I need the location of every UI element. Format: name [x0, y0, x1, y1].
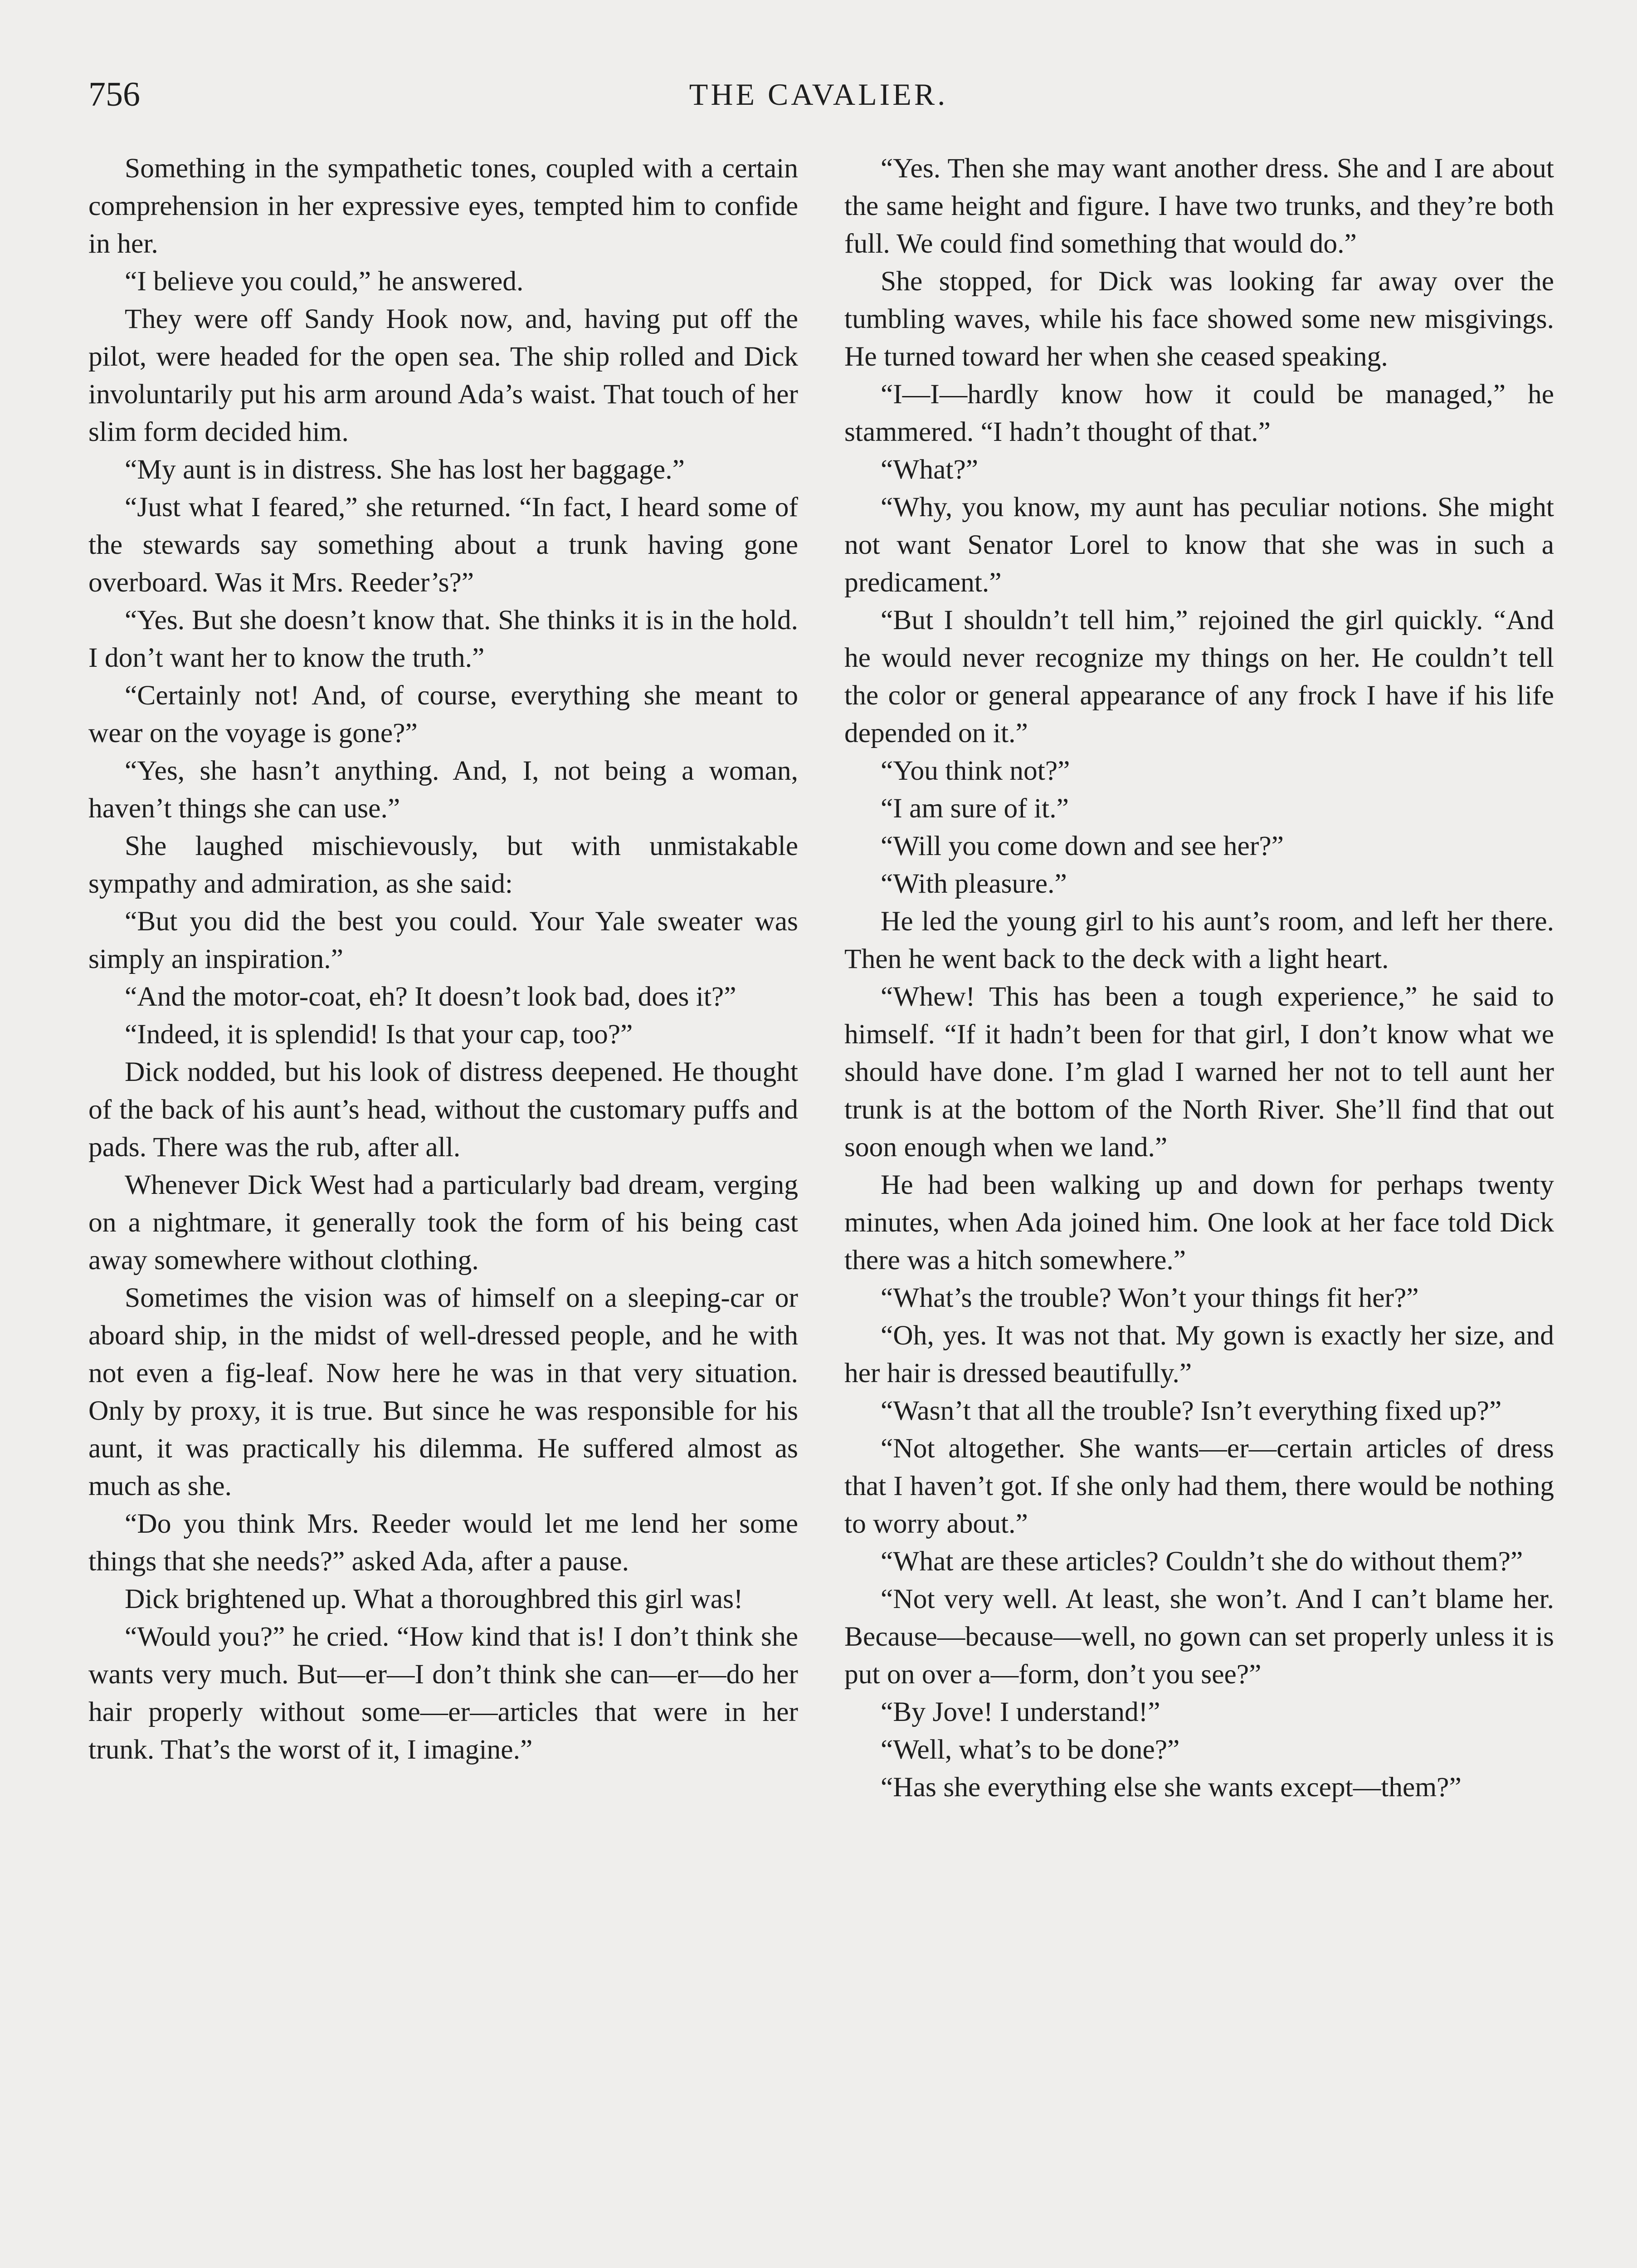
paragraph: “Well, what’s to be done?”	[881, 1734, 1180, 1765]
paragraph: “By Jove! I understand!”	[881, 1696, 1160, 1727]
paragraph: “Certainly not! And, of course, everything she meant to wear on the voyage is gone?”	[88, 680, 798, 748]
paragraph: “Just what I feared,” she returned. “In fact, I heard some of the stewards say something about a trunk having gone overboard. Was it Mrs. Reeder’s?”	[88, 492, 798, 598]
paragraph: Whenever Dick West had a particularly bad dream, verging on a nightmare, it generally took the form of his being cast away somewhere without clothing.	[88, 1169, 798, 1276]
paragraph: “Would you?” he cried. “How kind that is! I don’t think she wants very much. But—er—I don’t think she can—er—do her hair properly without some—er—articles that were in her trunk. That’s the worst of it, I imagine.”	[88, 1621, 798, 1765]
paragraph: He led the young girl to his aunt’s room, and left her there. Then he went back to the deck with a light heart.	[844, 906, 1554, 974]
paragraph: “Do you think Mrs. Reeder would let me lend her some things that she needs?” asked Ada, after a pause.	[88, 1508, 798, 1577]
paragraph: “But you did the best you could. Your Yale sweater was simply an inspiration.”	[88, 906, 798, 974]
paragraph: Something in the sympathetic tones, coupled with a certain comprehension in her expressive eyes, tempted him to confide in her.	[88, 153, 798, 259]
paragraph: “I believe you could,” he answered.	[125, 266, 524, 297]
left-column	[88, 150, 798, 1769]
paragraph: He had been walking up and down for perhaps twenty minutes, when Ada joined him. One look at her face told Dick there was a hitch somewhere.”	[844, 1169, 1554, 1276]
paragraph: “Wasn’t that all the trouble? Isn’t everything fixed up?”	[881, 1395, 1502, 1426]
right-column	[844, 150, 1554, 1806]
paragraph: “With pleasure.”	[881, 868, 1067, 899]
paragraph: “Why, you know, my aunt has peculiar notions. She might not want Senator Lorel to know that she was in such a predicament.”	[844, 492, 1554, 598]
paragraph: “I—I—hardly know how it could be managed,” he stammered. “I hadn’t thought of that.”	[844, 379, 1554, 447]
paragraph: “What?”	[881, 454, 979, 485]
paragraph: “My aunt is in distress. She has lost her baggage.”	[125, 454, 685, 485]
paragraph: She stopped, for Dick was looking far away over the tumbling waves, while his face showed some new misgivings. He turned toward her when she ceased speaking.	[844, 266, 1554, 372]
paragraph: “Indeed, it is splendid! Is that your cap, too?”	[125, 1019, 633, 1050]
paragraph: “Yes. But she doesn’t know that. She thinks it is in the hold. I don’t want her to know the truth.”	[88, 605, 798, 673]
paragraph: Dick brightened up. What a thoroughbred this girl was!	[125, 1584, 743, 1614]
paragraph: She laughed mischievously, but with unmistakable sympathy and admiration, as she said:	[88, 831, 798, 899]
paragraph: “What are these articles? Couldn’t she do without them?”	[881, 1546, 1523, 1577]
paragraph: “Not altogether. She wants—er—certain articles of dress that I haven’t got. If she only had them, there would be nothing to worry about.”	[844, 1433, 1554, 1539]
paragraph: “I am sure of it.”	[881, 793, 1069, 824]
paragraph: “What’s the trouble? Won’t your things fit her?”	[881, 1282, 1419, 1313]
paragraph: “And the motor-coat, eh? It doesn’t look bad, does it?”	[125, 981, 736, 1012]
paragraph: “Oh, yes. It was not that. My gown is exactly her size, and her hair is dressed beautifully.”	[844, 1320, 1554, 1388]
paragraph: Sometimes the vision was of himself on a sleeping-car or aboard ship, in the midst of well-dressed people, and he with not even a fig-leaf. Now here he was in that very situation. Only by proxy, it is true. But since he was responsible for his aunt, it was practically his dilemma. He suffered almost as much as she.	[88, 1282, 798, 1501]
paragraph: “You think not?”	[881, 755, 1070, 786]
paragraph: “Yes, she hasn’t anything. And, I, not being a woman, haven’t things she can use.”	[88, 755, 798, 824]
paragraph: “Not very well. At least, she won’t. And I can’t blame her. Because—because—well, no gown can set properly unless it is put on over a—form, don’t you see?”	[844, 1584, 1554, 1690]
paragraph: “Has she everything else she wants except—them?”	[881, 1772, 1462, 1803]
running-title: THE CAVALIER.	[689, 77, 948, 112]
paragraph: They were off Sandy Hook now, and, having put off the pilot, were headed for the open sea. The ship rolled and Dick involuntarily put his arm around Ada’s waist. That touch of her slim form decided him.	[88, 303, 798, 447]
paragraph: “But I shouldn’t tell him,” rejoined the girl quickly. “And he would never recognize my things on her. He couldn’t tell the color or general appearance of any frock I have if his life depended on it.”	[844, 605, 1554, 748]
paragraph: “Will you come down and see her?”	[881, 831, 1284, 861]
page-header	[88, 67, 1549, 122]
paragraph: “Whew! This has been a tough experience,” he said to himself. “If it hadn’t been for that girl, I don’t know what we should have done. I’m glad I warned her not to tell aunt her trunk is at the bottom of the North River. She’ll find that out soon enough when we land.”	[844, 981, 1554, 1163]
paragraph: “Yes. Then she may want another dress. She and I are about the same height and figure. I have two trunks, and they’re both full. We could find something that would do.”	[844, 153, 1554, 259]
paragraph: Dick nodded, but his look of distress deepened. He thought of the back of his aunt’s head, without the customary puffs and pads. There was the rub, after all.	[88, 1056, 798, 1163]
page-number: 756	[88, 75, 140, 113]
